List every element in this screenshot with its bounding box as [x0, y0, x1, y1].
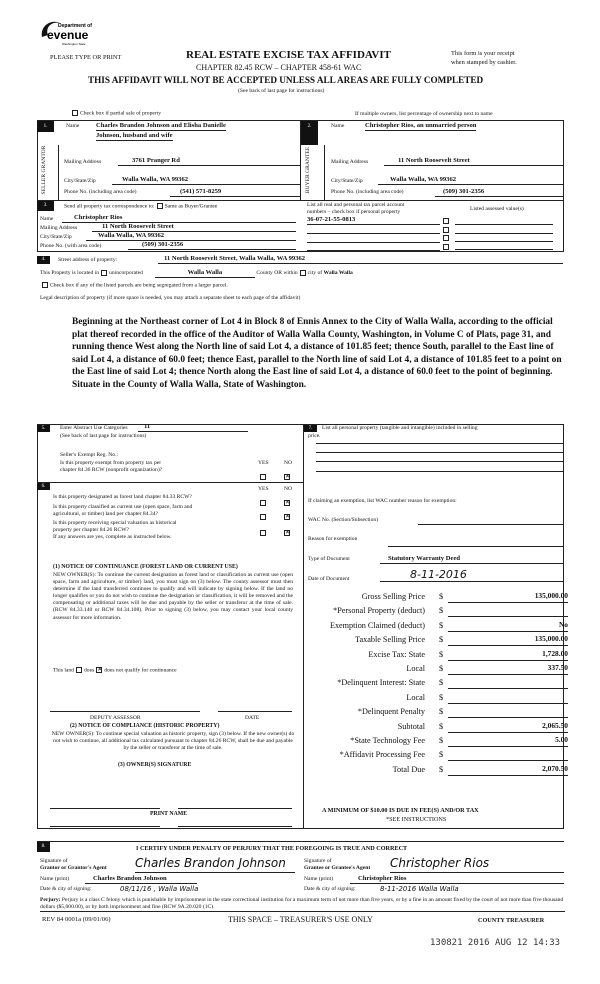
corr-city[interactable]: Walla Walla, WA 99362	[86, 232, 296, 241]
fee-value[interactable]	[448, 678, 568, 689]
historic-no-checkbox[interactable]	[284, 530, 290, 536]
label: Name	[66, 123, 80, 129]
send-correspondence: Send all property tax correspondence to: Same as Buyer/Grantee	[64, 203, 218, 210]
section-number: 1.	[37, 121, 54, 132]
buyer-label: BUYER GRANTEE	[305, 146, 311, 194]
question: chapter 84.36 RCW (nonprofit organization)?	[60, 467, 163, 473]
seller-phone[interactable]: (541) 571-8259	[170, 188, 300, 197]
seller-city[interactable]: Walla Walla, WA 99362	[112, 176, 300, 185]
fee-label: *Personal Property (deduct)	[333, 606, 425, 616]
fee-value[interactable]	[448, 606, 568, 617]
personal-property-checkbox[interactable]	[443, 235, 449, 241]
fee-label: *State Technology Fee	[350, 736, 425, 745]
label: Name (print)	[40, 876, 70, 882]
multiple-owners-note: If multiple owners, list percentage of ownership next to name	[355, 111, 493, 117]
label: Listed assessed value(s)	[470, 206, 524, 212]
label: Signature of	[304, 858, 332, 864]
treasurer-stamp: 130821 2016 AUG 12 14:33	[430, 938, 561, 948]
grantor-date-city[interactable]: 08/11/16 , Walla Walla	[120, 885, 199, 893]
receipt-note: This form is your receipt	[451, 50, 515, 57]
document-date[interactable]: 8-11-2016	[380, 568, 564, 582]
label: Seller's Exempt Reg. No.:	[60, 452, 119, 458]
date-label: DATE	[245, 715, 260, 721]
continuance-line: This land does✕ does not qualify for continuance	[53, 667, 177, 674]
label: Name	[331, 123, 345, 129]
notice-continuance-text: NEW OWNER(S): To continue the current designation as forest land or classification as current use (open space, farm and agriculture, or timber) land, you must sign on (3) below. The county assessor must then determine if the land transferred continues to qualify and will indicate by signing below. If the land no longer qualifies or you do not wish to continue the designation or classification, it will be removed and the compensating or additional taxes will be due and payable by the seller or transferor at the time of sale. (RCW 84.33.140 or RCW 84.34.108). Prior to signing (3) below, you may contact your local county assessor for more information.	[53, 572, 293, 621]
fee-value[interactable]	[448, 707, 568, 718]
property-street[interactable]: 11 North Roosevelt Street, Walla Walla, WA 99362	[158, 255, 563, 264]
legal-label: Legal description of property (if more space is needed, you may attach a separate sheet to each page of the affidavit)	[40, 295, 301, 301]
label: Type of Document	[308, 556, 350, 562]
see-instructions: *SEE INSTRUCTIONS	[386, 816, 447, 823]
certify-statement: I CERTIFY UNDER PENALTY OF PERJURY THAT THE FOREGOING IS TRUE AND CORRECT	[136, 845, 408, 852]
currency-sign: $	[439, 592, 444, 601]
grantor-signature[interactable]: Charles Brandon Johnson	[135, 856, 295, 873]
label: numbers – check box if personal property	[307, 209, 401, 215]
label: (See back of last page for instructions)	[60, 433, 147, 439]
fee-label: Exemption Claimed (deduct)	[329, 620, 425, 630]
nonprofit-yes-checkbox[interactable]	[260, 474, 266, 480]
seller-mailing[interactable]: 3761 Pranger Rd	[118, 157, 300, 166]
fee-label: *Delinquent Interest: State	[337, 678, 425, 688]
currency-sign: $	[439, 750, 444, 760]
fee-label: *Affidavit Processing Fee	[339, 750, 425, 760]
fee-row	[305, 619, 568, 634]
section-number: 7.	[304, 425, 317, 432]
label: City/State/Zip	[331, 178, 363, 184]
currency-sign: $	[439, 620, 444, 630]
legal-description: Beginning at the Northeast corner of Lot 4 in Block 8 of Ennis Annex to the City of Walla Walla, according to the official plat thereof recorded in the office of the Auditor of Walla Walla County, Washington, in Volume C of Plats, page 31, and running thence West along the North line of said Lot 4, a distance of 101.85 feet; thence South, parallel to the East line of said Lot 4, a distance of 60.0 feet; thence East, parallel to the North line of said Lot 4, a distance of 101.85 feet to a point on the East line of said Lot 4; thence North along the East line of said Lot 4, a distance of 60.0 feet to the point of beginning. Situate in the County of Walla Walla, State of Washington.	[72, 317, 562, 390]
fee-label: Local	[406, 664, 425, 673]
grantee-name[interactable]: Christopher Rios	[350, 875, 564, 884]
segregated-checkbox[interactable]: Check box if any of the listed parcels are being segregated from a larger parcel.	[40, 282, 228, 289]
dor-logo	[40, 17, 98, 47]
treasurer-space: THIS SPACE – TREASURER'S USE ONLY	[228, 915, 373, 924]
does-checkbox[interactable]	[76, 667, 82, 673]
parcel-number[interactable]: 36-07-21-55-0813	[307, 216, 440, 225]
fee-row	[305, 693, 565, 706]
seller-label: SELLER GRANTOR	[41, 145, 47, 195]
buyer-mailing[interactable]: 11 North Roosevelt Street	[384, 157, 564, 166]
personal-property-checkbox[interactable]	[443, 218, 449, 224]
fee-value[interactable]: 337.50	[448, 664, 568, 675]
yes-label: YES	[258, 460, 269, 466]
please-type: PLEASE TYPE OR PRINT	[50, 54, 122, 61]
corr-name[interactable]: Christopher Rios	[62, 214, 296, 223]
deputy-assessor-label: DEPUTY ASSESSOR	[90, 715, 141, 721]
fee-label: Local	[406, 692, 425, 702]
personal-property-checkbox[interactable]	[443, 244, 449, 250]
form-title: REAL ESTATE EXCISE TAX AFFIDAVIT	[186, 49, 391, 61]
county[interactable]: Walla Walla	[155, 269, 255, 278]
document-type[interactable]: Statutory Warranty Deed	[380, 555, 564, 564]
reason-field[interactable]	[388, 546, 564, 547]
label: Mailing Address	[64, 159, 102, 165]
buyer-phone[interactable]: (509) 301-2356	[435, 188, 564, 197]
label: List all personal property (tangible and intangible) included in selling	[322, 425, 478, 431]
unincorporated-checkbox[interactable]	[101, 270, 107, 276]
fee-value[interactable]: 135,000.00	[448, 635, 568, 646]
question: Is this property designated as forest land chapter 84.33 RCW?	[53, 494, 192, 500]
label: Date & city of signing:	[40, 886, 92, 892]
question: If any answers are yes, complete as instructed below.	[53, 534, 172, 540]
label: Reason for exemption	[308, 536, 358, 542]
label: Street address of property:	[58, 257, 118, 263]
fee-row	[305, 634, 568, 648]
fee-row	[305, 663, 568, 677]
fee-row	[305, 606, 565, 619]
svg-text:evenue: evenue	[47, 28, 89, 42]
seller-name-2[interactable]: Johnson, husband and wife	[96, 132, 173, 139]
question: Is this property receiving special valuation as historical	[53, 520, 177, 526]
currency-sign: $	[439, 649, 444, 659]
owner-signature-label: (3) OWNER(S) SIGNATURE	[118, 762, 192, 768]
fee-row	[305, 735, 568, 749]
fee-value[interactable]: 2,070.50	[448, 765, 568, 776]
currency-sign: $	[439, 707, 444, 717]
label: If claiming an exemption, list WAC number reason for exemption:	[308, 498, 457, 504]
fee-value[interactable]: 135,000.00	[448, 592, 568, 603]
fee-value[interactable]: 1,728.00	[448, 650, 568, 661]
fee-row	[305, 720, 568, 735]
currency-sign: $	[439, 606, 444, 616]
label: Grantor or Grantor's Agent	[40, 865, 107, 871]
does-not-checkbox[interactable]	[96, 667, 102, 673]
county-treasurer: COUNTY TREASURER	[478, 917, 545, 924]
svg-text:Washington State: Washington State	[62, 42, 86, 46]
label: Name (print)	[304, 876, 334, 882]
partial-sale-checkbox[interactable]: Check box if partial sale of property	[70, 110, 161, 117]
fee-value[interactable]: 5.00	[448, 736, 568, 747]
currency-sign: $	[439, 692, 444, 702]
label: Enter Abstract Use Categories	[60, 425, 128, 431]
buyer-name[interactable]: Christopher Rios, an unmarried person	[365, 122, 477, 129]
section-number: 2.	[301, 121, 318, 145]
currency-sign: $	[439, 635, 444, 645]
grantee-signature[interactable]: Christopher Rios	[390, 856, 564, 873]
chapter: CHAPTER 82.45 RCW – CHAPTER 458-61 WAC	[196, 63, 362, 72]
label: Phone No. (with area code)	[40, 243, 102, 249]
forest-no-checkbox[interactable]	[284, 500, 290, 506]
label: List all real and personal tax parcel account	[307, 202, 405, 208]
see-back: (See back of last page for instructions)	[238, 88, 325, 94]
notice-compliance-title: (2) NOTICE OF COMPLIANCE (HISTORIC PROPERTY)	[70, 723, 220, 729]
currency-sign: $	[439, 721, 444, 731]
current-use-no-checkbox[interactable]	[284, 514, 290, 520]
receipt-note: when stamped by cashier.	[451, 59, 517, 66]
historic-yes-checkbox[interactable]	[260, 530, 266, 536]
fee-value[interactable]	[448, 750, 568, 761]
label: Mailing Address	[40, 225, 78, 231]
fee-value[interactable]	[448, 693, 568, 704]
located-line: This Property is located in unincorporated Walla Walla County OR within city of Walla Walla	[40, 269, 353, 276]
question: Is this property exempt from property tax per	[60, 460, 162, 466]
svg-text:Department of: Department of	[58, 23, 92, 29]
notice-continuance-title: (1) NOTICE OF CONTINUANCE (FOREST LAND OR CURRENT USE)	[53, 564, 238, 570]
currency-sign: $	[439, 678, 444, 688]
nonprofit-no-checkbox[interactable]	[284, 474, 290, 480]
fee-row	[305, 763, 568, 778]
form-revision: REV 84 0001a (09/01/06)	[42, 916, 111, 923]
question: Is this property classified as current use (open space, farm and	[53, 504, 193, 510]
fee-label: *Delinquent Penalty	[357, 707, 425, 717]
buyer-city[interactable]: Walla Walla, WA 99362	[378, 176, 564, 185]
fee-row	[305, 707, 565, 720]
label: City/State/Zip	[64, 178, 96, 184]
label: Mailing Address	[331, 159, 369, 165]
currency-sign: $	[439, 764, 444, 774]
print-name-label: PRINT NAME	[150, 811, 188, 817]
label: City/State/Zip	[40, 234, 72, 240]
current-use-yes-checkbox[interactable]	[260, 514, 266, 520]
corr-phone[interactable]: (509) 301-2356	[128, 241, 296, 250]
same-as-buyer-checkbox[interactable]	[157, 203, 163, 209]
wac-field[interactable]	[418, 524, 564, 525]
seller-name[interactable]: Charles Brandon Johnson and Elisha Danielle	[96, 122, 226, 129]
fee-label: Gross Selling Price	[361, 592, 425, 601]
personal-property-checkbox[interactable]	[443, 227, 449, 233]
grantor-name[interactable]: Charles Brandon Johnson	[85, 875, 197, 884]
no-label: NO	[284, 486, 293, 492]
fee-value[interactable]: No	[448, 621, 568, 632]
fee-label: Subtotal	[397, 721, 425, 731]
section-number: 3.	[37, 201, 54, 211]
fee-label: Excise Tax: State	[368, 649, 425, 659]
section-number: 6.	[37, 483, 50, 490]
fee-label: Taxable Selling Price	[355, 635, 425, 645]
label: Signature of	[40, 858, 68, 864]
label: Phone No. (including area code)	[331, 189, 404, 195]
fee-row	[305, 678, 565, 691]
perjury-notice: Perjury: Perjury is a class C felony which is punishable by imprisonment in the state correctional institution for a maximum term of not more than five years, or by a fine in an amount fixed by the court of not more than five thousand dollars ($5,000.00), or by both imprisonment and fine (RCW 9A.20.020 (1C).	[40, 897, 564, 910]
section-number: 4.	[37, 256, 50, 264]
label: Grantee or Grantee's Agent	[304, 865, 371, 871]
section-number: 5.	[37, 425, 50, 432]
label: Date of Document	[308, 576, 350, 582]
fee-value[interactable]: 2,065.50	[448, 722, 568, 733]
corr-mailing[interactable]: 11 North Roosevelt Street	[92, 223, 296, 232]
label: Phone No. (including area code)	[64, 189, 137, 195]
currency-sign: $	[439, 664, 444, 673]
fee-row	[305, 750, 565, 763]
question: agricultural, or timber) land per chapter 84.34?	[53, 511, 158, 517]
abstract-category[interactable]: 11	[138, 423, 248, 432]
grantee-date-city[interactable]: 8-11-2016 Walla Walla	[380, 885, 459, 893]
yes-label: YES	[258, 486, 269, 492]
label: Name	[40, 216, 54, 222]
forest-yes-checkbox[interactable]	[260, 500, 266, 506]
fee-label: Total Due	[392, 764, 425, 774]
notice-compliance-text: NEW OWNER(S): To continue special valuation as historic property, sign (3) below. If the new owner(s) do not wish to continue, all additional tax calculated pursuant to chapter 84.26 RCW, shall be due and payable by the seller or transferor at the time of sale.	[51, 731, 295, 751]
warning: THIS AFFIDAVIT WILL NOT BE ACCEPTED UNLESS ALL AREAS ARE FULLY COMPLETED	[88, 75, 484, 85]
no-label: NO	[284, 460, 293, 466]
fee-row	[305, 648, 568, 663]
city-checkbox[interactable]	[300, 270, 306, 276]
label: Date & city of signing:	[304, 886, 356, 892]
fee-row	[305, 591, 568, 605]
minimum-notice: A MINIMUM OF $10.00 IS DUE IN FEE(S) AND/OR TAX	[322, 807, 479, 814]
label: WAC No. (Section/Subsection)	[308, 517, 379, 523]
section-number: 8.	[37, 842, 50, 852]
currency-sign: $	[439, 736, 444, 745]
question: property per chapter 84.26 RCW?	[53, 527, 129, 533]
label: price.	[308, 433, 321, 439]
